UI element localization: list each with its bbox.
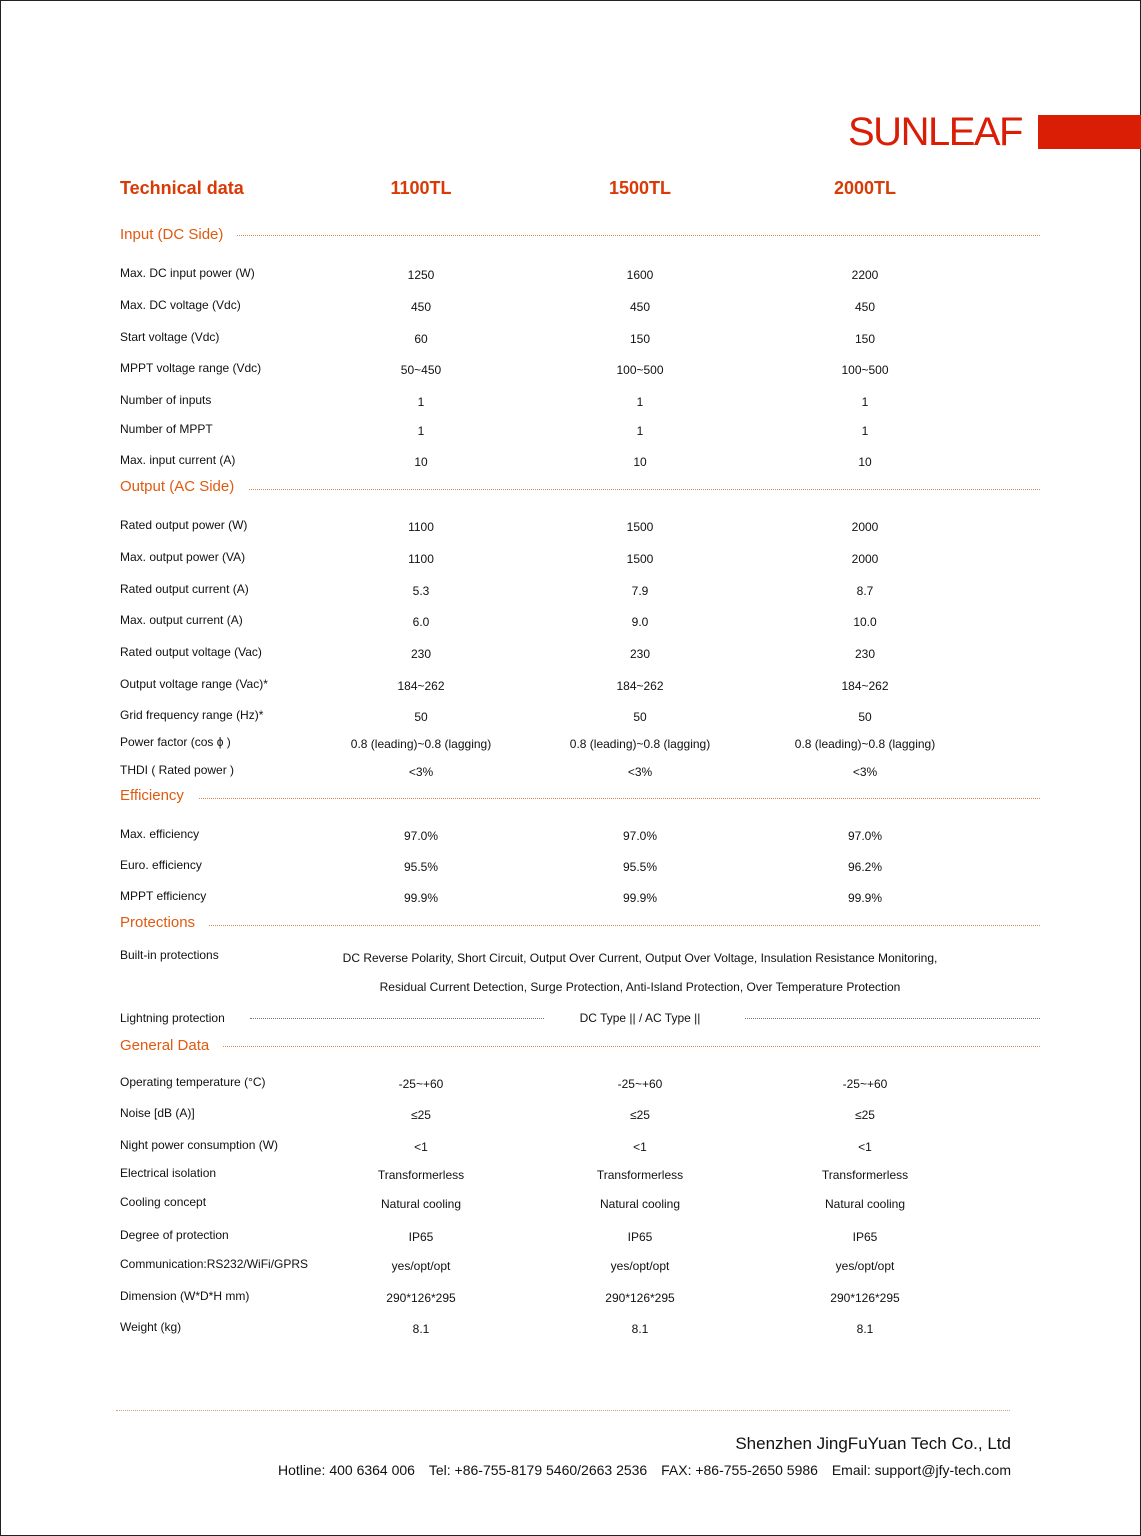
- lightning-protection-label: Lightning protection: [120, 1011, 225, 1025]
- row-value: 1600: [626, 268, 654, 282]
- row-value: 450: [629, 300, 651, 314]
- row-label: Communication:RS232/WiFi/GPRS: [120, 1257, 309, 1271]
- row-value: <3%: [627, 765, 653, 779]
- row-value: Transformerless: [821, 1168, 909, 1182]
- row-value: 6.0: [412, 615, 430, 629]
- table-row: [0, 1195, 1141, 1215]
- section-divider: [120, 798, 1040, 799]
- table-row: [0, 1257, 1141, 1277]
- row-label: Electrical isolation: [120, 1166, 217, 1180]
- hotline: Hotline: 400 6364 006: [277, 1462, 415, 1478]
- row-value: 1100: [408, 520, 434, 534]
- row-value: 1: [636, 395, 644, 409]
- table-row: [0, 1075, 1141, 1095]
- model-header-1100tl: 1100TL: [390, 178, 452, 198]
- row-value: 1500: [626, 520, 654, 534]
- row-label: Dimension (W*D*H mm): [120, 1289, 250, 1303]
- section-divider: [120, 235, 1040, 236]
- telephone: Tel: +86-755-8179 5460/2663 2536: [428, 1462, 648, 1478]
- row-value: 290*126*295: [386, 1291, 456, 1305]
- table-row: [0, 518, 1141, 538]
- row-label: Operating temperature (°C): [120, 1075, 266, 1089]
- row-value: 150: [629, 332, 651, 346]
- table-row: [0, 889, 1141, 909]
- table-row: [0, 613, 1141, 633]
- row-value: 2200: [851, 268, 879, 282]
- row-value: 5.3: [412, 584, 430, 598]
- lightning-protection-value: DC Type || / AC Type ||: [579, 1011, 701, 1025]
- row-label: Weight (kg): [120, 1320, 182, 1334]
- row-value: IP65: [408, 1230, 434, 1244]
- row-value: 450: [854, 300, 876, 314]
- table-header: [0, 178, 1141, 202]
- row-value: 450: [410, 300, 432, 314]
- section-divider: [120, 489, 1040, 490]
- row-value: 10: [414, 455, 428, 469]
- row-label: Max. output current (A): [120, 613, 243, 627]
- table-row: [0, 550, 1141, 570]
- row-value: 290*126*295: [830, 1291, 900, 1305]
- table-row: [0, 763, 1141, 783]
- row-label: Rated output voltage (Vac): [120, 645, 262, 659]
- builtin-protections-label: Built-in protections: [120, 948, 219, 962]
- row-value: Natural cooling: [599, 1197, 681, 1211]
- row-value: 100~500: [841, 363, 889, 377]
- row-label: Rated output current (A): [120, 582, 249, 596]
- row-label: MPPT efficiency: [120, 889, 207, 903]
- row-value: 0.8 (leading)~0.8 (lagging): [350, 737, 492, 751]
- table-row: [0, 677, 1141, 697]
- table-row: [0, 708, 1141, 728]
- row-value: 230: [854, 647, 876, 661]
- table-row: [0, 827, 1141, 847]
- row-value: ≤25: [411, 1108, 431, 1122]
- brand-logo: SUNLEAF: [848, 110, 1022, 154]
- row-label: Number of inputs: [120, 393, 212, 407]
- table-row: [0, 453, 1141, 473]
- table-row: [0, 645, 1141, 665]
- row-value: 95.5%: [622, 860, 658, 874]
- table-row: [0, 393, 1141, 413]
- builtin-protections-line-1: DC Reverse Polarity, Short Circuit, Output Over Current, Output Over Voltage, Insulation Resistance Monitoring,: [342, 951, 938, 965]
- row-value: 1: [417, 424, 425, 438]
- row-value: 10: [633, 455, 647, 469]
- row-value: 9.0: [631, 615, 649, 629]
- row-value: 97.0%: [622, 829, 658, 843]
- row-label: Cooling concept: [120, 1195, 207, 1209]
- row-value: 184~262: [397, 679, 445, 693]
- dotted-leader-right: [745, 1018, 1040, 1019]
- row-label: Grid frequency range (Hz)*: [120, 708, 264, 722]
- row-value: 1: [861, 424, 869, 438]
- row-value: 0.8 (leading)~0.8 (lagging): [569, 737, 711, 751]
- contact-info: [268, 1462, 1011, 1478]
- row-value: IP65: [627, 1230, 653, 1244]
- table-row: [0, 858, 1141, 878]
- table-row: [0, 361, 1141, 381]
- table-row: [0, 1138, 1141, 1158]
- table-row: [0, 582, 1141, 602]
- lightning-protection-row: [0, 1011, 1141, 1031]
- table-row: [0, 1289, 1141, 1309]
- row-value: 1: [861, 395, 869, 409]
- fax: FAX: +86-755-2650 5986: [661, 1462, 818, 1478]
- row-label: Degree of protection: [120, 1228, 229, 1242]
- row-value: 1: [417, 395, 425, 409]
- row-label: Max. efficiency: [120, 827, 200, 841]
- section-title-input: Input (DC Side): [120, 226, 237, 243]
- model-header-2000tl: 2000TL: [833, 178, 897, 198]
- row-value: 50: [858, 710, 872, 724]
- table-row: [0, 422, 1141, 442]
- row-value: <1: [858, 1140, 872, 1154]
- row-label: Output voltage range (Vac)*: [120, 677, 268, 691]
- row-value: 184~262: [841, 679, 889, 693]
- table-row: [0, 735, 1141, 755]
- row-value: yes/opt/opt: [835, 1259, 895, 1273]
- section-title-protections: Protections: [120, 914, 209, 931]
- row-value: 150: [854, 332, 876, 346]
- row-value: 290*126*295: [605, 1291, 675, 1305]
- row-value: <1: [414, 1140, 428, 1154]
- builtin-protections-line-2: Residual Current Detection, Surge Protection, Anti-Island Protection, Over Temperature Protection: [379, 980, 901, 994]
- row-value: 99.9%: [403, 891, 439, 905]
- model-header-1500tl: 1500TL: [608, 178, 672, 198]
- row-label: Max. DC input power (W): [120, 266, 255, 280]
- row-label: Max. input current (A): [120, 453, 236, 467]
- row-value: 100~500: [616, 363, 664, 377]
- table-row: [0, 1106, 1141, 1126]
- table-row: [0, 1228, 1141, 1248]
- row-value: -25~+60: [842, 1077, 888, 1091]
- row-value: <3%: [852, 765, 878, 779]
- row-value: 97.0%: [847, 829, 883, 843]
- row-label: Start voltage (Vdc): [120, 330, 220, 344]
- row-value: 8.1: [631, 1322, 649, 1336]
- row-value: 8.1: [412, 1322, 430, 1336]
- row-value: 8.7: [856, 584, 874, 598]
- row-value: Natural cooling: [380, 1197, 462, 1211]
- row-value: ≤25: [855, 1108, 875, 1122]
- row-value: ≤25: [630, 1108, 650, 1122]
- section-title-efficiency: Efficiency: [120, 787, 198, 804]
- dotted-leader-left: [250, 1018, 544, 1019]
- row-label: THDI ( Rated power ): [120, 763, 235, 777]
- row-value: 1: [636, 424, 644, 438]
- row-value: 1500: [626, 552, 654, 566]
- row-value: <1: [633, 1140, 647, 1154]
- section-title-general: General Data: [120, 1037, 223, 1054]
- email-link[interactable]: Email: support@jfy-tech.com: [831, 1462, 1011, 1478]
- row-value: 8.1: [856, 1322, 874, 1336]
- row-value: 10: [858, 455, 872, 469]
- table-row: [0, 266, 1141, 286]
- row-value: 95.5%: [403, 860, 439, 874]
- section-divider: [120, 1046, 1040, 1047]
- row-value: yes/opt/opt: [391, 1259, 451, 1273]
- row-value: 230: [629, 647, 651, 661]
- row-label: Power factor (cos ϕ ): [120, 735, 231, 749]
- row-value: Transformerless: [596, 1168, 684, 1182]
- row-value: -25~+60: [398, 1077, 444, 1091]
- table-row: [0, 1166, 1141, 1186]
- row-value: 1250: [407, 268, 435, 282]
- footer-divider: [116, 1410, 1010, 1411]
- row-value: 7.9: [631, 584, 649, 598]
- row-value: 50: [414, 710, 428, 724]
- row-value: IP65: [852, 1230, 878, 1244]
- row-value: 0.8 (leading)~0.8 (lagging): [794, 737, 936, 751]
- section-divider: [120, 925, 1040, 926]
- section-title-output: Output (AC Side): [120, 478, 248, 495]
- table-row: [0, 1320, 1141, 1340]
- row-value: Natural cooling: [824, 1197, 906, 1211]
- row-value: 2000: [851, 520, 879, 534]
- row-value: 50~450: [400, 363, 442, 377]
- row-value: -25~+60: [617, 1077, 663, 1091]
- row-label: Max. DC voltage (Vdc): [120, 298, 241, 312]
- row-value: Transformerless: [377, 1168, 465, 1182]
- row-value: 96.2%: [847, 860, 883, 874]
- page-title: Technical data: [120, 178, 244, 198]
- row-value: <3%: [408, 765, 434, 779]
- company-name: Shenzhen JingFuYuan Tech Co., Ltd: [735, 1434, 1011, 1453]
- row-value: 60: [414, 332, 428, 346]
- row-value: 230: [410, 647, 432, 661]
- row-label: Euro. efficiency: [120, 858, 202, 872]
- row-value: 97.0%: [403, 829, 439, 843]
- row-label: Max. output power (VA): [120, 550, 246, 564]
- row-value: 2000: [851, 552, 879, 566]
- row-value: 99.9%: [622, 891, 658, 905]
- row-label: Number of MPPT: [120, 422, 213, 436]
- table-row: [0, 330, 1141, 350]
- row-label: MPPT voltage range (Vdc): [120, 361, 262, 375]
- row-value: yes/opt/opt: [610, 1259, 670, 1273]
- row-value: 99.9%: [847, 891, 883, 905]
- row-value: 1100: [408, 552, 434, 566]
- row-label: Noise [dB (A)]: [120, 1106, 195, 1120]
- row-value: 50: [633, 710, 647, 724]
- row-value: 10.0: [853, 615, 877, 629]
- table-row: [0, 298, 1141, 318]
- row-label: Rated output power (W): [120, 518, 248, 532]
- row-value: 184~262: [616, 679, 664, 693]
- row-label: Night power consumption (W): [120, 1138, 279, 1152]
- logo-accent-bar: [1038, 115, 1141, 149]
